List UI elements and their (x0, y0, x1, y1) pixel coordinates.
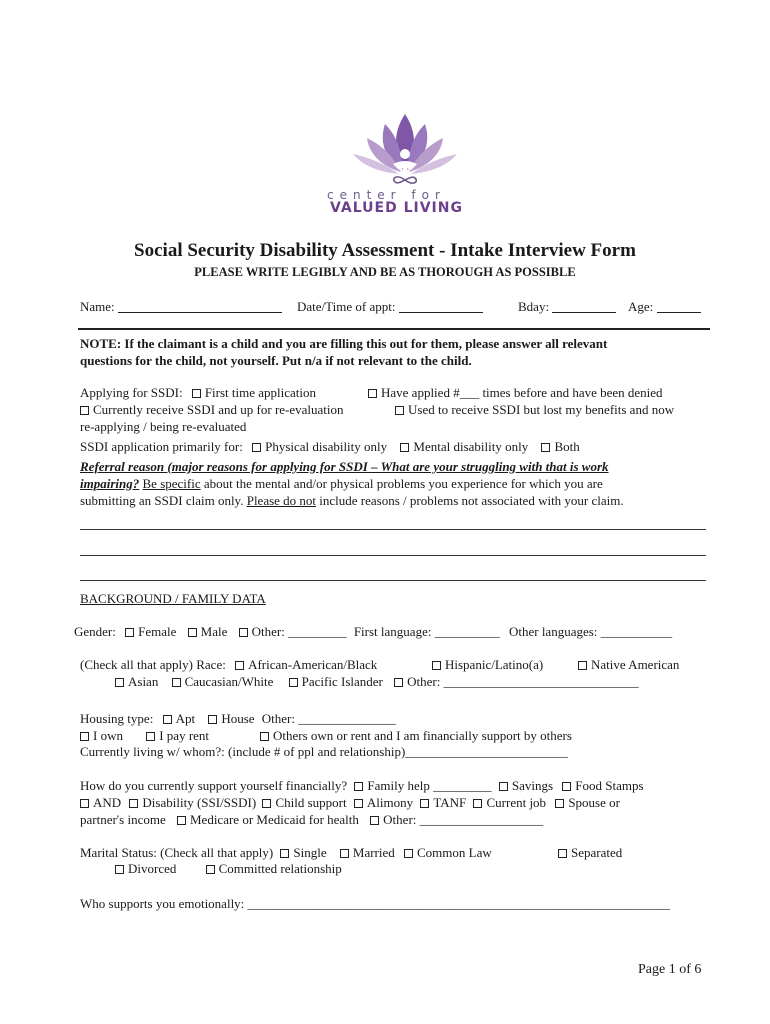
checkbox-single[interactable] (280, 849, 289, 858)
support-label: How do you currently support yourself financially? (80, 778, 348, 793)
hispanic-label: Hispanic/Latino(a) (445, 657, 544, 672)
used-to-label: Used to receive SSDI but lost my benefits and now (408, 402, 675, 417)
common-law-label: Common Law (417, 845, 492, 860)
gender-label: Gender: (74, 624, 116, 639)
referral-line3a: submitting an SSDI claim only. (80, 493, 247, 508)
checkbox-divorced[interactable] (115, 865, 124, 874)
have-applied-label: Have applied #___ times before and have been denied (381, 385, 663, 400)
housing-other-label: Other: _______________ (261, 711, 396, 726)
race-label: (Check all that apply) Race: (80, 657, 226, 672)
note-line2: questions for the child, not yourself. Put n/a if not relevant to the child. (80, 353, 472, 368)
bday-blank[interactable] (552, 300, 616, 313)
apt-label: Apt (175, 711, 196, 726)
support-other-label: Other: ___________________ (383, 812, 544, 827)
checkbox-rent[interactable] (146, 732, 155, 741)
checkbox-food-stamps[interactable] (562, 782, 571, 791)
reapplying-text: re-applying / being re-evaluated (80, 419, 247, 434)
own-label: I own (93, 728, 123, 743)
checkbox-apt[interactable] (163, 715, 172, 724)
medicare-label: Medicare or Medicaid for health (189, 812, 359, 827)
checkbox-gender-other[interactable] (239, 628, 248, 637)
gender-other-label: Other: _________ (251, 624, 347, 639)
checkbox-support-other[interactable] (370, 816, 379, 825)
checkbox-tanf[interactable] (420, 799, 429, 808)
pacific-islander-label: Pacific Islander (301, 674, 383, 689)
referral-rest2: about the mental and/or physical problems you experience for which you are (200, 476, 603, 491)
referral-blank-line-1[interactable] (80, 529, 706, 530)
datetime-blank[interactable] (399, 300, 483, 313)
page-number: Page 1 of 6 (638, 962, 702, 977)
checkbox-male[interactable] (188, 628, 197, 637)
referral-impairing: impairing? (80, 476, 140, 491)
native-american-label: Native American (591, 657, 680, 672)
logo-text-center-for: center for (327, 188, 446, 202)
checkbox-race-other[interactable] (394, 678, 403, 687)
checkbox-savings[interactable] (499, 782, 508, 791)
african-american-label: African-American/Black (248, 657, 378, 672)
lotus-logo-icon (345, 108, 465, 188)
referral-line2 (80, 476, 603, 492)
referral-line1: Referral reason (major reasons for applying for SSDI – What are your struggling with that is work (80, 459, 609, 474)
currently-receive-label: Currently receive SSDI and up for re-evaluation (93, 402, 344, 417)
primarily-label: SSDI application primarily for: (80, 439, 243, 454)
first-language-label: First language: __________ (353, 624, 500, 639)
checkbox-family-help[interactable] (354, 782, 363, 791)
marital-row1 (80, 845, 492, 861)
checkbox-hispanic[interactable] (432, 661, 441, 670)
both-label: Both (554, 439, 580, 454)
male-label: Male (200, 624, 228, 639)
race-other-label: Other: ______________________________ (407, 674, 639, 689)
committed-label: Committed relationship (218, 861, 342, 876)
divorced-label: Divorced (128, 861, 177, 876)
checkbox-married[interactable] (340, 849, 349, 858)
rent-label: I pay rent (159, 728, 210, 743)
disability-label: Disability (SSI/SSDI) (142, 795, 257, 810)
note-line1: NOTE: If the claimant is a child and you are filling this out for them, please answer all relevant (80, 336, 608, 351)
checkbox-separated[interactable] (558, 849, 567, 858)
others-own-option (260, 728, 572, 744)
checkbox-have-applied[interactable] (368, 389, 377, 398)
checkbox-disability[interactable] (129, 799, 138, 808)
primarily-row (80, 439, 580, 455)
support-row1 (80, 778, 644, 794)
gender-row (74, 624, 672, 640)
checkbox-current-job[interactable] (473, 799, 482, 808)
checkbox-first-time[interactable] (192, 389, 201, 398)
native-option (578, 657, 679, 673)
age-blank[interactable] (657, 300, 701, 313)
support-row3 (80, 812, 543, 828)
housing-label: Housing type: (80, 711, 154, 726)
single-label: Single (293, 845, 327, 860)
age-label: Age: (628, 299, 654, 314)
checkbox-african-american[interactable] (235, 661, 244, 670)
female-label: Female (138, 624, 177, 639)
checkbox-native-american[interactable] (578, 661, 587, 670)
current-job-label: Current job (486, 795, 547, 810)
checkbox-alimony[interactable] (354, 799, 363, 808)
checkbox-both[interactable] (541, 443, 550, 452)
checkbox-pacific-islander[interactable] (289, 678, 298, 687)
checkbox-used-to-receive[interactable] (395, 406, 404, 415)
and-label: AND (93, 795, 122, 810)
checkbox-mental[interactable] (400, 443, 409, 452)
applying-row2 (80, 402, 344, 418)
savings-label: Savings (511, 778, 554, 793)
living-with-text: Currently living w/ whom?: (include # of ppl and relationship)_________________________ (80, 744, 568, 759)
checkbox-child-support[interactable] (262, 799, 271, 808)
race-row2 (115, 674, 639, 690)
referral-please-not: Please do not (246, 493, 317, 508)
food-stamps-label: Food Stamps (575, 778, 644, 793)
bday-field[interactable] (518, 299, 616, 315)
referral-line3 (80, 493, 624, 509)
separated-label: Separated (571, 845, 623, 860)
child-support-label: Child support (275, 795, 347, 810)
bday-label: Bday: (518, 299, 550, 314)
house-label: House (221, 711, 255, 726)
other-languages-label: Other languages: ___________ (508, 624, 673, 639)
checkbox-common-law[interactable] (404, 849, 413, 858)
datetime-label: Date/Time of appt: (297, 299, 396, 314)
asian-label: Asian (128, 674, 159, 689)
name-blank[interactable] (118, 300, 282, 313)
logo (345, 108, 465, 192)
referral-blank-line-3[interactable] (80, 580, 706, 581)
others-own-label: Others own or rent and I am financially support by others (273, 728, 572, 743)
referral-be-specific: Be specific (142, 476, 201, 491)
physical-label: Physical disability only (265, 439, 388, 454)
married-label: Married (352, 845, 395, 860)
checkbox-female[interactable] (125, 628, 134, 637)
marital-label: Marital Status: (Check all that apply) (80, 845, 274, 860)
applying-row1 (80, 385, 316, 401)
checkbox-and[interactable] (80, 799, 89, 808)
spouse-label: Spouse or (568, 795, 620, 810)
logo-text-valued-living: VALUED LIVING (330, 200, 463, 216)
checkbox-committed[interactable] (206, 865, 215, 874)
checkbox-house[interactable] (208, 715, 217, 724)
marital-row2 (115, 861, 342, 877)
housing-row1 (80, 711, 396, 727)
used-to-option (395, 402, 674, 418)
tanf-label: TANF (433, 795, 467, 810)
checkbox-physical[interactable] (252, 443, 261, 452)
have-applied-option (368, 385, 663, 401)
checkbox-spouse[interactable] (555, 799, 564, 808)
checkbox-others-own[interactable] (260, 732, 269, 741)
form-title: Social Security Disability Assessment - Intake Interview Form (134, 240, 636, 261)
emotional-support-text: Who supports you emotionally: _________________________________________________________________ (80, 896, 671, 911)
housing-row2 (80, 728, 209, 744)
name-label: Name: (80, 299, 115, 314)
checkbox-own[interactable] (80, 732, 89, 741)
referral-line3b: include reasons / problems not associated with your claim. (316, 493, 624, 508)
divider (78, 328, 710, 330)
checkbox-medicare[interactable] (177, 816, 186, 825)
checkbox-caucasian[interactable] (172, 678, 181, 687)
hispanic-option (432, 657, 543, 673)
race-row1 (80, 657, 377, 673)
mental-label: Mental disability only (413, 439, 529, 454)
datetime-field[interactable] (297, 299, 483, 315)
age-field[interactable] (628, 299, 701, 315)
alimony-label: Alimony (366, 795, 414, 810)
checkbox-currently-receive[interactable] (80, 406, 89, 415)
form-subtitle: PLEASE WRITE LEGIBLY AND BE AS THOROUGH AS POSSIBLE (194, 265, 576, 279)
name-field[interactable] (80, 299, 282, 315)
family-help-label: Family help _________ (367, 778, 492, 793)
applying-label: Applying for SSDI: (80, 385, 183, 400)
first-time-label: First time application (204, 385, 317, 400)
caucasian-label: Caucasian/White (184, 674, 274, 689)
checkbox-asian[interactable] (115, 678, 124, 687)
partner-income-label: partner's income (80, 812, 166, 827)
separated-option (558, 845, 622, 861)
background-heading: BACKGROUND / FAMILY DATA (80, 591, 266, 606)
referral-blank-line-2[interactable] (80, 555, 706, 556)
support-row2 (80, 795, 620, 811)
